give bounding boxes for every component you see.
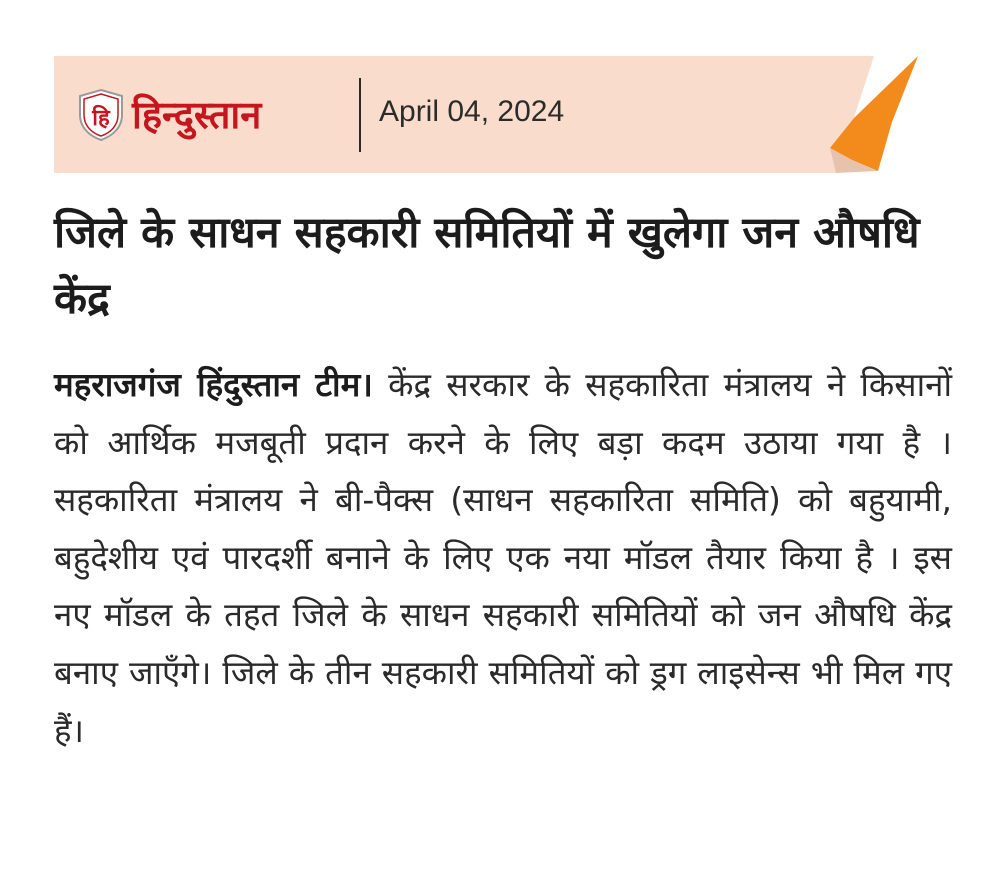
article-body [54,356,952,759]
logo-symbol: हि [92,106,110,131]
article-byline: महराजगंज हिंदुस्तान टीम। [54,365,373,404]
article-headline: जिले के साधन सहकारी समितियों में खुलेगा जन औषधि केंद्र [54,208,920,324]
article-text: केंद्र सरकार के सहकारिता मंत्रालय ने किसानों को आर्थिक मजबूती प्रदान करने के लिए बड़ा कदम उठाया गया है । सहकारिता मंत्रालय ने बी-पैक्स (साधन सहकारिता समिति) को बहुयामी, बहुदेशीय एवं पारदर्शी बनाने के लिए एक नया मॉडल तैयार किया है । इस नए मॉडल के तहत जिले के साधन सहकारी समितियों को जन औषधि केंद्र बनाए जाएँगे। जिले के तीन सहकारी समितियों को ड्रग लाइसेन्स भी मिल गए हैं। [54,365,952,750]
logo-wordmark: हिन्दुस्तान [132,92,262,137]
publication-date: April 04, 2024 [379,95,565,128]
newspaper-header-banner [54,56,918,173]
hindustan-logo [78,86,261,144]
logo-shield-icon [78,89,124,141]
header-divider [359,78,361,152]
